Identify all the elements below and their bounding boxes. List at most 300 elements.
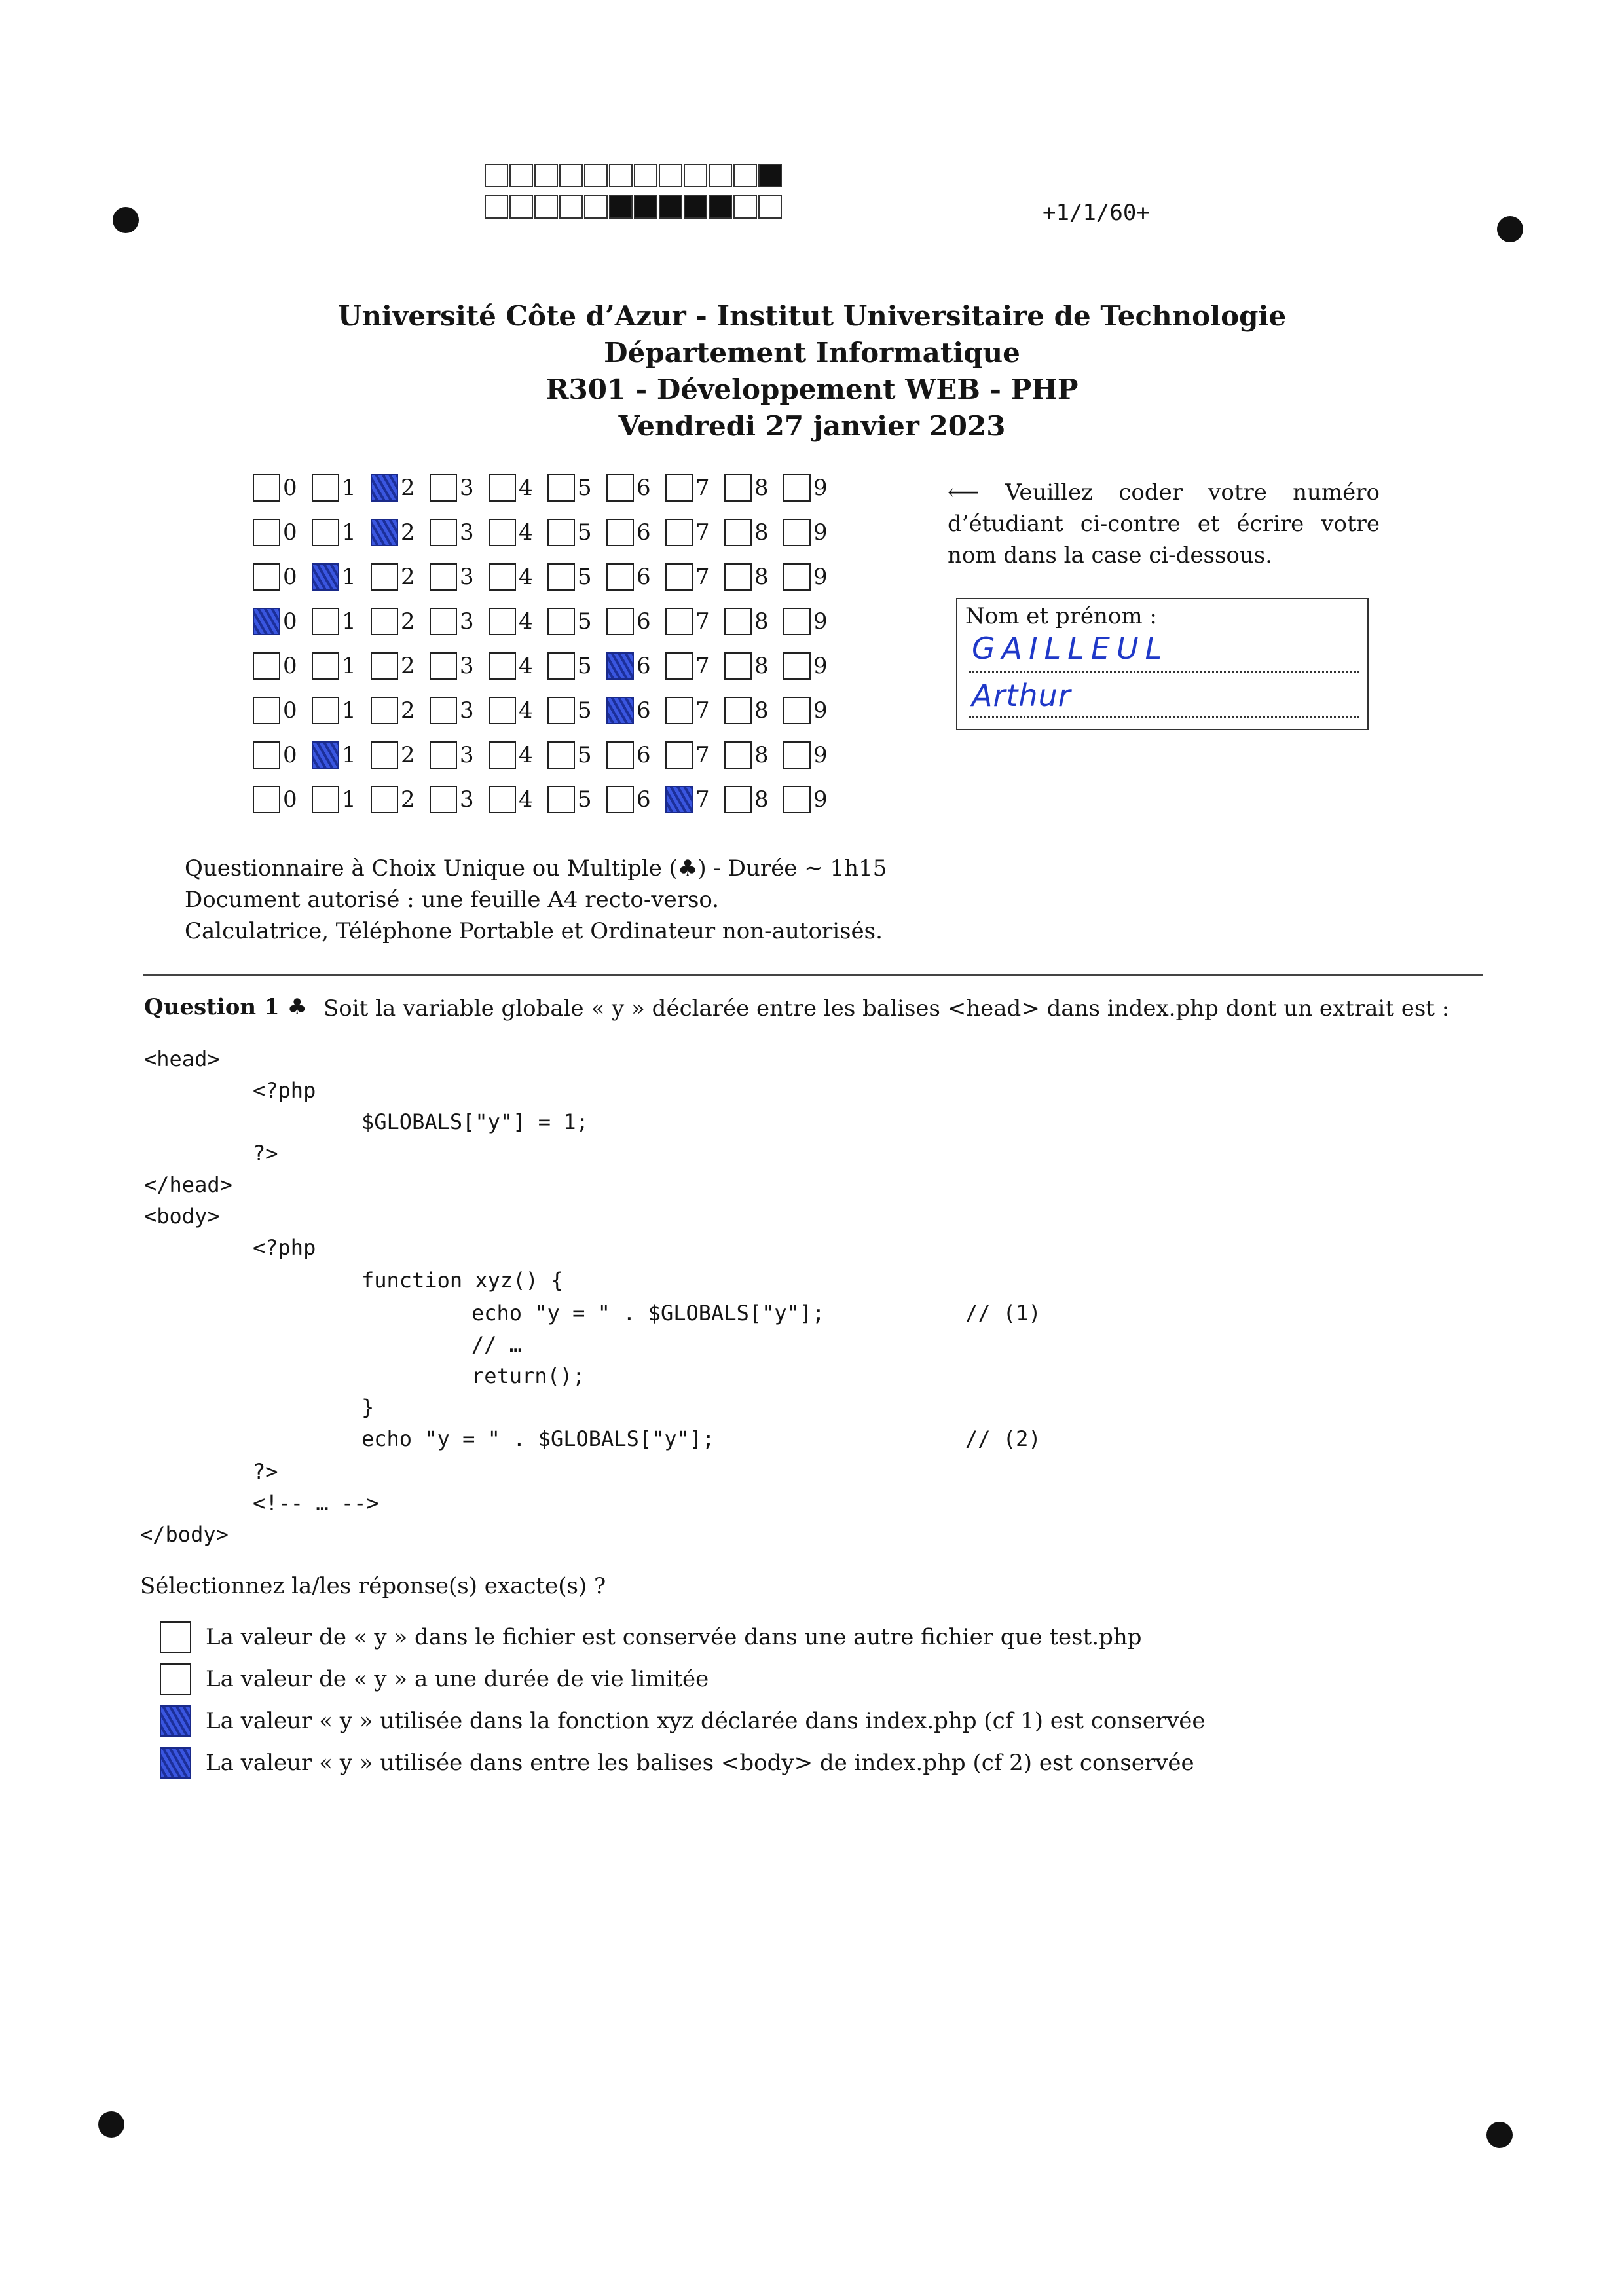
digit-checkbox[interactable] <box>430 474 457 502</box>
barcode-cell <box>659 164 682 187</box>
header-department: Département Informatique <box>604 337 1020 369</box>
digit-label: 7 <box>695 787 710 813</box>
digit-option[interactable] <box>371 474 430 502</box>
digit-label: 5 <box>578 608 592 635</box>
digit-option[interactable] <box>253 697 312 724</box>
digit-label: 7 <box>695 475 710 501</box>
digit-checkbox[interactable] <box>665 563 693 591</box>
barcode-cell <box>634 195 657 219</box>
digit-checkbox[interactable] <box>430 608 457 635</box>
digit-option[interactable] <box>371 519 430 546</box>
digit-option[interactable] <box>371 697 430 724</box>
digit-checkbox[interactable] <box>606 563 634 591</box>
digit-checkbox[interactable] <box>312 608 339 635</box>
digit-option[interactable] <box>253 608 312 635</box>
answer-text: La valeur de « y » a une durée de vie limitée <box>206 1666 709 1692</box>
digit-option[interactable] <box>665 741 724 769</box>
digit-checkbox[interactable] <box>371 741 398 769</box>
digit-label: 6 <box>637 564 651 590</box>
digit-option[interactable] <box>783 786 842 813</box>
student-number-row <box>253 694 842 727</box>
barcode-cell <box>634 164 657 187</box>
digit-option[interactable] <box>253 741 312 769</box>
digit-checkbox[interactable] <box>783 608 811 635</box>
digit-option[interactable] <box>665 519 724 546</box>
digit-checkbox[interactable] <box>312 786 339 813</box>
digit-checkbox[interactable] <box>430 697 457 724</box>
digit-option[interactable] <box>606 474 665 502</box>
digit-checkbox[interactable] <box>724 741 752 769</box>
digit-label: 9 <box>813 653 828 679</box>
digit-checkbox[interactable] <box>312 741 339 769</box>
digit-option[interactable] <box>724 608 783 635</box>
digit-option[interactable] <box>665 608 724 635</box>
digit-option[interactable] <box>606 563 665 591</box>
code-line: ?> <box>253 1459 278 1484</box>
digit-option[interactable] <box>430 697 489 724</box>
code-line: <?php <box>253 1235 316 1260</box>
digit-checkbox[interactable] <box>253 741 280 769</box>
answer-checkbox[interactable] <box>160 1663 191 1695</box>
digit-option[interactable] <box>489 608 547 635</box>
digit-checkbox[interactable] <box>371 697 398 724</box>
code-line: <head> <box>144 1046 220 1071</box>
answer-option[interactable] <box>160 1705 1206 1737</box>
digit-label: 0 <box>283 742 297 768</box>
digit-label: 9 <box>813 564 828 590</box>
digit-checkbox[interactable] <box>724 608 752 635</box>
digit-label: 0 <box>283 653 297 679</box>
digit-option[interactable] <box>489 786 547 813</box>
digit-checkbox[interactable] <box>489 786 516 813</box>
barcode-cell <box>609 195 633 219</box>
digit-option[interactable] <box>724 519 783 546</box>
answer-option[interactable] <box>160 1663 709 1695</box>
rules-line-2: Document autorisé : une feuille A4 recto-verso. <box>185 887 720 913</box>
code-line: <?php <box>253 1078 316 1103</box>
digit-option[interactable] <box>547 563 606 591</box>
digit-label: 3 <box>460 742 474 768</box>
digit-checkbox[interactable] <box>606 608 634 635</box>
digit-checkbox[interactable] <box>371 652 398 680</box>
code-line: $GLOBALS["y"] = 1; <box>361 1109 589 1134</box>
student-number-row <box>253 605 842 638</box>
rules-line-3: Calculatrice, Téléphone Portable et Ordinateur non-autorisés. <box>185 918 883 944</box>
digit-label: 5 <box>578 653 592 679</box>
digit-label: 7 <box>695 742 710 768</box>
answer-checkbox[interactable] <box>160 1621 191 1653</box>
digit-checkbox[interactable] <box>665 474 693 502</box>
select-prompt: Sélectionnez la/les réponse(s) exacte(s) ? <box>140 1573 606 1599</box>
digit-option[interactable] <box>783 474 842 502</box>
digit-label: 6 <box>637 742 651 768</box>
digit-label: 2 <box>401 564 415 590</box>
digit-option[interactable] <box>430 474 489 502</box>
digit-option[interactable] <box>724 563 783 591</box>
barcode-cell <box>709 195 732 219</box>
digit-checkbox[interactable] <box>547 563 575 591</box>
separator-line <box>143 974 1483 976</box>
answer-text: La valeur de « y » dans le fichier est conservée dans une autre fichier que test.php <box>206 1624 1142 1650</box>
digit-option[interactable] <box>783 697 842 724</box>
digit-checkbox[interactable] <box>606 697 634 724</box>
digit-checkbox[interactable] <box>724 563 752 591</box>
digit-label: 4 <box>519 564 533 590</box>
digit-option[interactable] <box>430 563 489 591</box>
digit-option[interactable] <box>489 474 547 502</box>
digit-option[interactable] <box>606 697 665 724</box>
digit-checkbox[interactable] <box>665 519 693 546</box>
code-line: // … <box>471 1332 523 1357</box>
digit-label: 5 <box>578 564 592 590</box>
code-line: ?> <box>253 1141 278 1166</box>
barcode-cell <box>733 195 757 219</box>
question-title: Question 1 ♣ <box>144 994 307 1020</box>
barcode-cell <box>584 164 608 187</box>
digit-label: 5 <box>578 787 592 813</box>
digit-checkbox[interactable] <box>665 608 693 635</box>
digit-option[interactable] <box>312 741 371 769</box>
code-line: } <box>361 1395 375 1420</box>
digit-option[interactable] <box>606 519 665 546</box>
code-line: </body> <box>140 1522 229 1547</box>
digit-option[interactable] <box>724 741 783 769</box>
name-label: Nom et prénom : <box>965 603 1157 629</box>
digit-label: 6 <box>637 787 651 813</box>
barcode-cell <box>485 195 508 219</box>
digit-label: 7 <box>695 697 710 724</box>
digit-checkbox[interactable] <box>724 697 752 724</box>
digit-label: 2 <box>401 697 415 724</box>
digit-option[interactable] <box>489 741 547 769</box>
answer-option[interactable] <box>160 1621 1142 1653</box>
digit-option[interactable] <box>430 608 489 635</box>
digit-label: 7 <box>695 519 710 546</box>
digit-checkbox[interactable] <box>430 652 457 680</box>
digit-label: 2 <box>401 787 415 813</box>
digit-checkbox[interactable] <box>253 786 280 813</box>
exam-header <box>0 298 1624 445</box>
digit-option[interactable] <box>489 519 547 546</box>
digit-option[interactable] <box>783 519 842 546</box>
digit-option[interactable] <box>547 519 606 546</box>
header-date: Vendredi 27 janvier 2023 <box>618 410 1006 442</box>
digit-checkbox[interactable] <box>606 652 634 680</box>
digit-label: 2 <box>401 475 415 501</box>
digit-checkbox[interactable] <box>547 741 575 769</box>
digit-label: 1 <box>342 653 356 679</box>
digit-option[interactable] <box>489 697 547 724</box>
digit-option[interactable] <box>312 563 371 591</box>
digit-checkbox[interactable] <box>489 474 516 502</box>
digit-label: 4 <box>519 787 533 813</box>
digit-checkbox[interactable] <box>547 786 575 813</box>
digit-checkbox[interactable] <box>606 519 634 546</box>
digit-option[interactable] <box>783 652 842 680</box>
barcode-cell <box>509 164 533 187</box>
digit-checkbox[interactable] <box>547 697 575 724</box>
digit-checkbox[interactable] <box>489 563 516 591</box>
digit-checkbox[interactable] <box>489 741 516 769</box>
barcode-cell <box>509 195 533 219</box>
header-university: Université Côte d’Azur - Institut Universitaire de Technologie <box>337 300 1287 332</box>
digit-checkbox[interactable] <box>783 474 811 502</box>
digit-checkbox[interactable] <box>253 474 280 502</box>
digit-label: 1 <box>342 608 356 635</box>
digit-option[interactable] <box>312 786 371 813</box>
digit-option[interactable] <box>312 697 371 724</box>
digit-checkbox[interactable] <box>312 652 339 680</box>
digit-label: 1 <box>342 564 356 590</box>
code-line: <body> <box>144 1204 220 1229</box>
digit-label: 4 <box>519 608 533 635</box>
barcode-cell <box>709 164 732 187</box>
digit-option[interactable] <box>489 652 547 680</box>
answer-text: La valeur « y » utilisée dans la fonction xyz déclarée dans index.php (cf 1) est conservée <box>206 1708 1206 1734</box>
digit-option[interactable] <box>489 563 547 591</box>
digit-checkbox[interactable] <box>783 741 811 769</box>
digit-option[interactable] <box>371 786 430 813</box>
digit-checkbox[interactable] <box>606 786 634 813</box>
digit-checkbox[interactable] <box>606 474 634 502</box>
digit-checkbox[interactable] <box>547 608 575 635</box>
digit-label: 3 <box>460 787 474 813</box>
digit-option[interactable] <box>724 786 783 813</box>
digit-option[interactable] <box>547 741 606 769</box>
registration-mark-bottom-right <box>1486 2122 1513 2148</box>
digit-checkbox[interactable] <box>606 741 634 769</box>
digit-checkbox[interactable] <box>724 652 752 680</box>
code-line: echo "y = " . $GLOBALS["y"]; <box>471 1301 825 1325</box>
digit-checkbox[interactable] <box>253 563 280 591</box>
digit-checkbox[interactable] <box>547 474 575 502</box>
digit-option[interactable] <box>783 563 842 591</box>
arrow-left-icon: ⟵ <box>948 479 980 506</box>
digit-checkbox[interactable] <box>783 786 811 813</box>
digit-label: 9 <box>813 787 828 813</box>
digit-label: 3 <box>460 519 474 546</box>
digit-checkbox[interactable] <box>724 786 752 813</box>
digit-label: 3 <box>460 564 474 590</box>
digit-option[interactable] <box>665 786 724 813</box>
digit-label: 0 <box>283 564 297 590</box>
code-line: echo "y = " . $GLOBALS["y"]; <box>361 1426 715 1451</box>
digit-option[interactable] <box>430 519 489 546</box>
student-number-row <box>253 516 842 549</box>
header-course: R301 - Développement WEB - PHP <box>545 373 1079 405</box>
digit-label: 0 <box>283 608 297 635</box>
digit-option[interactable] <box>665 697 724 724</box>
rules-line-1: Questionnaire à Choix Unique ou Multiple (♣) - Durée ∼ 1h15 <box>185 855 887 881</box>
digit-label: 6 <box>637 697 651 724</box>
digit-checkbox[interactable] <box>665 786 693 813</box>
digit-checkbox[interactable] <box>665 741 693 769</box>
digit-label: 7 <box>695 608 710 635</box>
digit-label: 1 <box>342 787 356 813</box>
digit-checkbox[interactable] <box>783 519 811 546</box>
digit-option[interactable] <box>547 786 606 813</box>
digit-option[interactable] <box>371 608 430 635</box>
barcode-cell <box>684 195 707 219</box>
digit-label: 2 <box>401 519 415 546</box>
digit-checkbox[interactable] <box>489 608 516 635</box>
digit-label: 5 <box>578 519 592 546</box>
code-comment: // (2) <box>965 1426 1041 1451</box>
barcode-row-2 <box>485 195 783 221</box>
answer-checkbox[interactable] <box>160 1747 191 1779</box>
digit-label: 8 <box>754 742 769 768</box>
digit-checkbox[interactable] <box>312 563 339 591</box>
barcode-cell <box>534 164 558 187</box>
digit-label: 7 <box>695 653 710 679</box>
digit-option[interactable] <box>547 697 606 724</box>
registration-mark-top-left <box>113 207 139 233</box>
digit-checkbox[interactable] <box>783 652 811 680</box>
name-dotted-line-2 <box>969 716 1359 718</box>
digit-checkbox[interactable] <box>783 563 811 591</box>
digit-option[interactable] <box>253 652 312 680</box>
digit-option[interactable] <box>371 741 430 769</box>
digit-option[interactable] <box>547 652 606 680</box>
digit-label: 4 <box>519 742 533 768</box>
name-box[interactable] <box>956 598 1369 730</box>
digit-checkbox[interactable] <box>371 563 398 591</box>
digit-label: 8 <box>754 519 769 546</box>
barcode-cell <box>758 164 782 187</box>
digit-checkbox[interactable] <box>253 519 280 546</box>
digit-option[interactable] <box>665 474 724 502</box>
digit-checkbox[interactable] <box>371 519 398 546</box>
digit-option[interactable] <box>783 741 842 769</box>
digit-label: 6 <box>637 519 651 546</box>
digit-checkbox[interactable] <box>253 697 280 724</box>
digit-option[interactable] <box>312 474 371 502</box>
digit-label: 9 <box>813 519 828 546</box>
answer-option[interactable] <box>160 1747 1194 1779</box>
digit-option[interactable] <box>783 608 842 635</box>
digit-label: 4 <box>519 519 533 546</box>
digit-label: 7 <box>695 564 710 590</box>
digit-label: 8 <box>754 653 769 679</box>
digit-checkbox[interactable] <box>547 519 575 546</box>
code-line: return(); <box>471 1363 585 1388</box>
digit-label: 4 <box>519 653 533 679</box>
digit-label: 4 <box>519 475 533 501</box>
digit-checkbox[interactable] <box>253 608 280 635</box>
page-id: +1/1/60+ <box>1043 200 1150 226</box>
digit-option[interactable] <box>253 786 312 813</box>
digit-option[interactable] <box>312 519 371 546</box>
digit-checkbox[interactable] <box>489 652 516 680</box>
digit-option[interactable] <box>253 519 312 546</box>
digit-label: 5 <box>578 475 592 501</box>
digit-checkbox[interactable] <box>430 786 457 813</box>
digit-label: 4 <box>519 697 533 724</box>
digit-checkbox[interactable] <box>430 519 457 546</box>
digit-checkbox[interactable] <box>489 697 516 724</box>
digit-label: 3 <box>460 475 474 501</box>
digit-checkbox[interactable] <box>312 519 339 546</box>
digit-option[interactable] <box>665 652 724 680</box>
digit-option[interactable] <box>312 652 371 680</box>
digit-label: 2 <box>401 653 415 679</box>
registration-mark-bottom-left <box>98 2111 124 2138</box>
digit-option[interactable] <box>253 563 312 591</box>
digit-label: 8 <box>754 608 769 635</box>
digit-checkbox[interactable] <box>430 563 457 591</box>
digit-option[interactable] <box>430 652 489 680</box>
digit-label: 3 <box>460 608 474 635</box>
barcode-cell <box>609 164 633 187</box>
digit-checkbox[interactable] <box>665 697 693 724</box>
digit-option[interactable] <box>606 741 665 769</box>
name-dotted-line-1 <box>969 671 1359 673</box>
digit-option[interactable] <box>665 563 724 591</box>
barcode-cell <box>584 195 608 219</box>
code-comment: // (1) <box>965 1301 1041 1325</box>
digit-label: 0 <box>283 787 297 813</box>
digit-option[interactable] <box>371 563 430 591</box>
student-number-row <box>253 561 842 593</box>
digit-label: 0 <box>283 519 297 546</box>
digit-label: 9 <box>813 608 828 635</box>
digit-checkbox[interactable] <box>312 697 339 724</box>
digit-option[interactable] <box>430 741 489 769</box>
digit-option[interactable] <box>606 608 665 635</box>
digit-option[interactable] <box>724 652 783 680</box>
digit-option[interactable] <box>253 474 312 502</box>
digit-option[interactable] <box>547 474 606 502</box>
digit-label: 2 <box>401 608 415 635</box>
digit-option[interactable] <box>312 608 371 635</box>
digit-option[interactable] <box>606 786 665 813</box>
digit-option[interactable] <box>606 652 665 680</box>
digit-label: 1 <box>342 697 356 724</box>
digit-label: 8 <box>754 475 769 501</box>
digit-checkbox[interactable] <box>724 519 752 546</box>
student-number-row <box>253 650 842 682</box>
digit-label: 9 <box>813 475 828 501</box>
digit-label: 1 <box>342 519 356 546</box>
digit-checkbox[interactable] <box>430 741 457 769</box>
student-number-row <box>253 739 842 771</box>
digit-checkbox[interactable] <box>547 652 575 680</box>
question-text: Soit la variable globale « y » déclarée entre les balises <head> dans index.php dont un extrait est : <box>323 995 1450 1022</box>
student-number-row <box>253 783 842 816</box>
digit-checkbox[interactable] <box>312 474 339 502</box>
answer-checkbox[interactable] <box>160 1705 191 1737</box>
digit-checkbox[interactable] <box>783 697 811 724</box>
digit-checkbox[interactable] <box>724 474 752 502</box>
digit-checkbox[interactable] <box>253 652 280 680</box>
digit-option[interactable] <box>547 608 606 635</box>
digit-option[interactable] <box>430 786 489 813</box>
digit-checkbox[interactable] <box>371 608 398 635</box>
digit-label: 6 <box>637 653 651 679</box>
digit-label: 8 <box>754 697 769 724</box>
digit-option[interactable] <box>371 652 430 680</box>
digit-label: 5 <box>578 697 592 724</box>
barcode-cell <box>485 164 508 187</box>
student-number-row <box>253 472 842 504</box>
digit-option[interactable] <box>724 474 783 502</box>
code-line: function xyz() { <box>361 1268 564 1293</box>
digit-checkbox[interactable] <box>489 519 516 546</box>
digit-option[interactable] <box>724 697 783 724</box>
digit-checkbox[interactable] <box>665 652 693 680</box>
digit-checkbox[interactable] <box>371 474 398 502</box>
digit-checkbox[interactable] <box>371 786 398 813</box>
